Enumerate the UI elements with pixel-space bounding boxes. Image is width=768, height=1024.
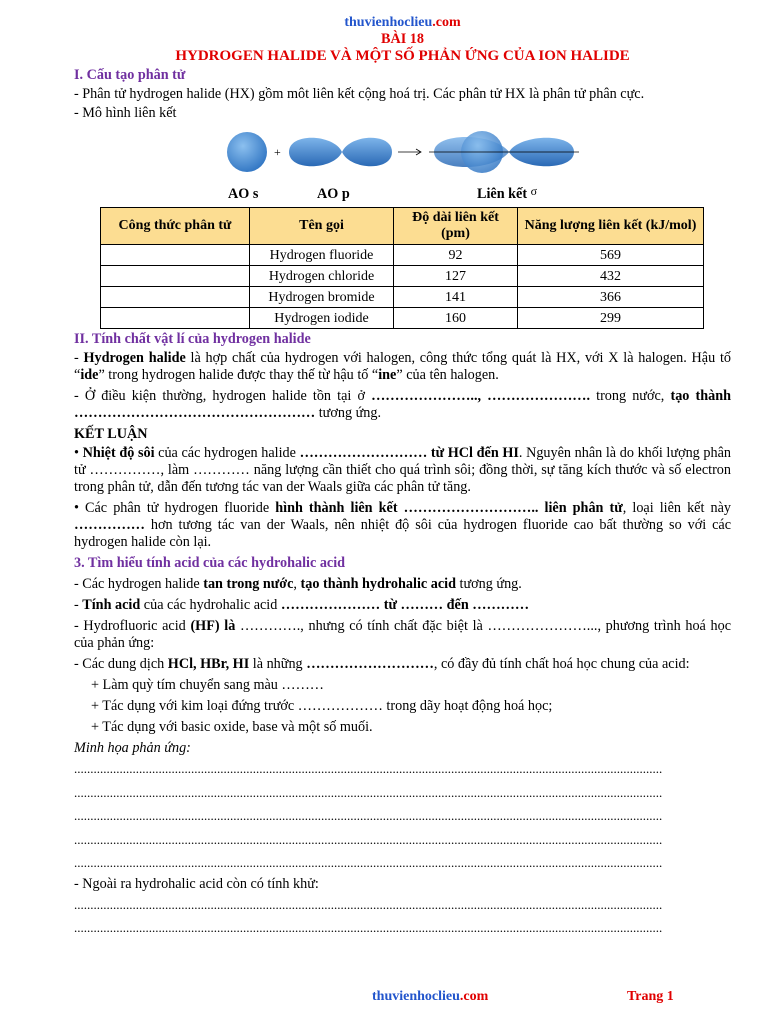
answer-line[interactable]: ..................................................................................................................................................................................... xyxy=(74,920,663,935)
answer-line[interactable]: ..................................................................................................................................................................................... xyxy=(74,808,663,823)
text: của các hydrogen halide xyxy=(154,445,300,461)
table-row xyxy=(101,287,704,308)
answer-line[interactable]: ..................................................................................................................................................................................... xyxy=(74,896,663,912)
section2-p4 xyxy=(74,500,731,551)
table-row xyxy=(101,308,704,329)
page-number: Trang 1 xyxy=(627,989,674,1004)
text: ” trong hydrogen halide được thay thế từ hậu tố “ xyxy=(98,367,379,383)
section2-heading: II. Tính chất vật lí của hydrogen halide xyxy=(74,331,311,347)
text: - Các dung dịch xyxy=(74,656,168,672)
text: - xyxy=(74,597,83,613)
cell-formula[interactable] xyxy=(101,245,250,266)
col-bond-energy: Năng lượng liên kết (kJ/mol) xyxy=(518,208,704,245)
section3-p1 xyxy=(74,576,731,593)
bond-table-header-row xyxy=(101,208,704,245)
text: của các hydrohalic acid xyxy=(140,597,281,613)
text: . Nguyên nhân là do khối lượng phân tử ……………, làm ………… năng lượng cần thiết cho quá trình sôi; đồng thời, sự tăng kích thước và số electron trong phân tử, dẫn đến tương tác van der Waals giữa các phân tử tăng. xyxy=(74,445,731,495)
cell-formula[interactable] xyxy=(101,266,250,287)
text: hơn tương tác van der Waals, nên nhiệt độ sôi của hydrogen fluoride cao bất thường so với các hydrogen halide còn lại. xyxy=(74,517,731,550)
section2-p3 xyxy=(74,445,731,496)
text: tương ứng. xyxy=(455,576,522,592)
section1-line2: - Mô hình liên kết xyxy=(74,105,177,121)
text: - xyxy=(74,350,84,366)
orbital-overlap-svg xyxy=(74,126,731,186)
label-ao-p: AO p xyxy=(317,186,350,202)
blank-fill[interactable]: hình thành liên kết ……………………….. liên phân tử xyxy=(275,500,623,516)
text: là hợp chất của hydrogen với halogen, công thức tổng quát là HX, với X là halogen. Hậu tố “ xyxy=(74,350,731,383)
term-hydrogen-halide: Hydrogen halide xyxy=(83,350,186,366)
cell-formula[interactable] xyxy=(101,287,250,308)
col-name: Tên gọi xyxy=(250,208,394,245)
cell-length: 127 xyxy=(394,266,518,287)
bond-table xyxy=(100,207,704,329)
cell-energy: 432 xyxy=(518,266,704,287)
term-boiling-point: Nhiệt độ sôi xyxy=(82,445,155,461)
cell-name: Hydrogen iodide xyxy=(250,308,394,329)
bond-diagram xyxy=(74,126,731,186)
cell-name: Hydrogen fluoride xyxy=(250,245,394,266)
illustration-label: Minh họa phản ứng: xyxy=(74,740,191,756)
conclusion-heading: KẾT LUẬN xyxy=(74,426,148,442)
answer-line[interactable]: ..................................................................................................................................................................................... xyxy=(74,784,663,800)
section2-p1 xyxy=(74,350,731,384)
label-bond xyxy=(477,186,537,203)
plus-sign: + xyxy=(274,145,281,159)
list-item: + Tác dụng với basic oxide, base và một số muối. xyxy=(91,719,373,735)
text: - Hydrofluoric acid xyxy=(74,618,191,634)
cell-length: 141 xyxy=(394,287,518,308)
list-item[interactable]: + Tác dụng với kim loại đứng trước ……………… trong dãy hoạt động hoá học; xyxy=(91,698,553,714)
blank-fill[interactable]: ……………………… xyxy=(306,656,434,672)
text[interactable]: …………., nhưng có tính chất đặc biệt là …………………..., phương trình hoá học của phản ứng: xyxy=(74,618,731,651)
lesson-number: BÀI 18 xyxy=(381,31,424,47)
text: - Các hydrogen halide xyxy=(74,576,204,592)
blank-fill[interactable]: …………………………………………… xyxy=(74,405,316,421)
table-row xyxy=(101,245,704,266)
cell-energy: 366 xyxy=(518,287,704,308)
blank-fill[interactable]: ………………….., …………………. xyxy=(371,388,591,404)
text: là những xyxy=(249,656,307,672)
footer-site-tld: .com xyxy=(459,989,489,1004)
cell-length: 160 xyxy=(394,308,518,329)
bullet: • xyxy=(74,445,83,461)
section3-p2 xyxy=(74,597,731,614)
orbital-labels xyxy=(74,186,731,204)
cell-energy: 299 xyxy=(518,308,704,329)
text: ” của tên halogen. xyxy=(396,367,499,383)
term-form-acid: tạo thành hydrohalic acid xyxy=(300,576,456,592)
s-orbital-icon xyxy=(227,132,267,172)
answer-line[interactable]: ..................................................................................................................................................................................... xyxy=(74,761,663,776)
section2-p2 xyxy=(74,388,731,422)
label-bond-text: Liên kết xyxy=(477,186,528,202)
text: trong nước, xyxy=(590,388,671,404)
text: , loại liên kết này xyxy=(622,500,731,516)
reducing-property: - Ngoài ra hydrohalic acid còn có tính khử: xyxy=(74,875,319,892)
term-acids: HCl, HBr, HI xyxy=(167,656,250,672)
suffix-ine: ine xyxy=(378,367,397,383)
text: • Các phân tử hydrogen fluoride xyxy=(74,500,276,516)
footer-site-name: thuvienhoclieu xyxy=(372,989,460,1004)
term-tao-thanh: tạo thành xyxy=(670,388,731,404)
blank-fill[interactable]: ………………… từ ……… đến ………… xyxy=(280,597,530,613)
term-dissolve: tan trong nước xyxy=(203,576,294,592)
term-hf: (HF) là xyxy=(190,618,236,634)
table-row xyxy=(101,266,704,287)
p-orbital-right-lobe-icon xyxy=(342,138,392,167)
section1-heading: I. Cấu tạo phân tử xyxy=(74,67,186,83)
page-title: HYDROGEN HALIDE VÀ MỘT SỐ PHẢN ỨNG CỦA ION HALIDE xyxy=(175,48,630,64)
answer-line[interactable]: ..................................................................................................................................................................................... xyxy=(74,831,663,847)
label-ao-s: AO s xyxy=(228,186,259,202)
header-site-tld: .com xyxy=(432,15,461,30)
cell-name: Hydrogen bromide xyxy=(250,287,394,308)
suffix-ide: ide xyxy=(80,367,99,383)
answer-line[interactable]: ..................................................................................................................................................................................... xyxy=(74,855,663,870)
blank-fill[interactable]: …………… xyxy=(74,517,145,533)
text: tương ứng. xyxy=(315,405,382,421)
list-item[interactable]: + Làm quỳ tím chuyển sang màu ……… xyxy=(91,677,324,693)
blank-fill[interactable]: ……………………… từ HCl đến HI xyxy=(299,445,519,461)
footer-site[interactable] xyxy=(372,988,488,1005)
section1-line1: - Phân tử hydrogen halide (HX) gồm môt liên kết cộng hoá trị. Các phân tử HX là phân tử phân cực. xyxy=(74,86,645,102)
col-bond-length: Độ dài liên kết (pm) xyxy=(394,208,518,245)
section3-p3 xyxy=(74,618,731,652)
sigma-symbol: σ xyxy=(530,184,538,198)
text: - Ở điều kiện thường, hydrogen halide tồn tại ở xyxy=(74,388,372,404)
cell-formula[interactable] xyxy=(101,308,250,329)
cell-name: Hydrogen chloride xyxy=(250,266,394,287)
text: , xyxy=(293,576,301,592)
text: , có đầy đủ tính chất hoá học chung của acid: xyxy=(433,656,690,672)
document-page xyxy=(74,14,731,940)
header-site-name: thuvienhoclieu xyxy=(344,15,433,30)
section3-p4 xyxy=(74,656,731,673)
header-site[interactable] xyxy=(74,14,731,31)
section3-heading: 3. Tìm hiểu tính acid của các hydrohalic acid xyxy=(74,555,346,571)
cell-energy: 569 xyxy=(518,245,704,266)
cell-length: 92 xyxy=(394,245,518,266)
p-orbital-left-lobe-icon xyxy=(289,138,342,167)
col-formula: Công thức phân tử xyxy=(101,208,250,245)
term-acidity: Tính acid xyxy=(82,597,141,613)
